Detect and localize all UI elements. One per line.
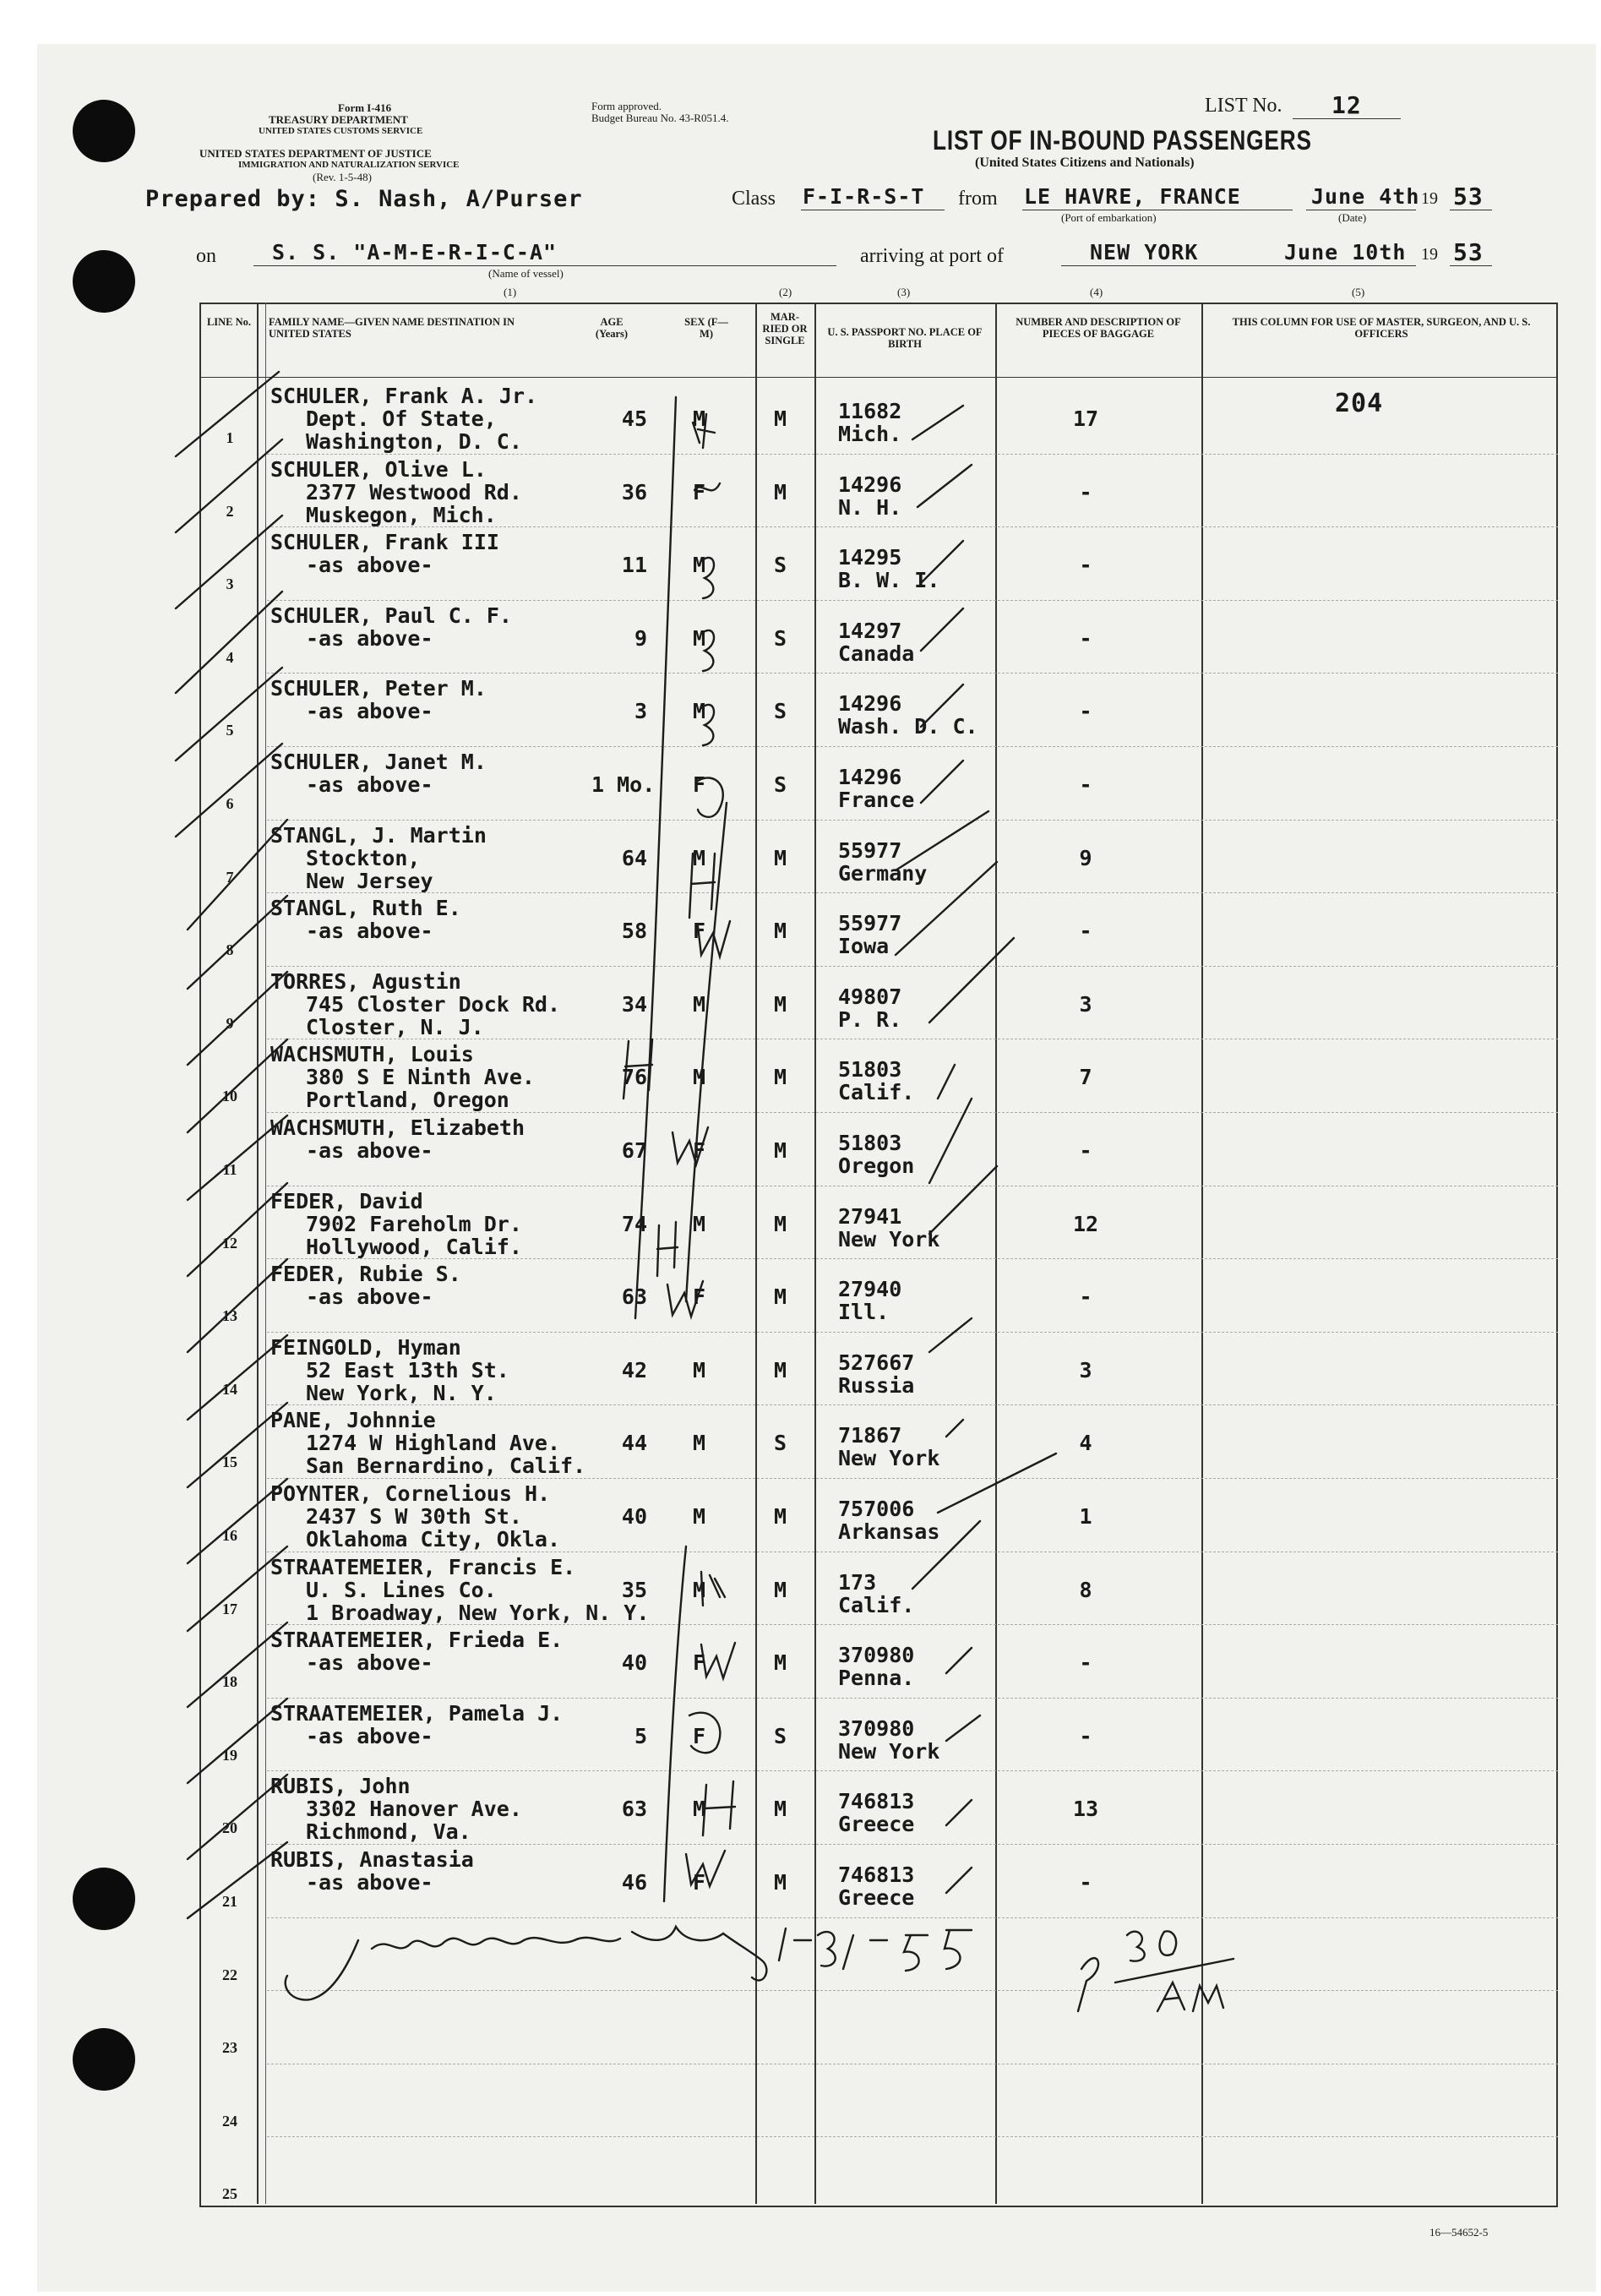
date-caption: (Date)	[1338, 211, 1367, 224]
line-number: 25	[222, 2185, 237, 2203]
destination-line-2: Portland, Oregon	[306, 1088, 509, 1113]
age: 36	[621, 479, 647, 504]
destination-line-1: -as above-	[306, 1284, 433, 1310]
line-number: 16	[222, 1527, 237, 1544]
sex: M	[693, 1577, 706, 1602]
destination-line-1: -as above-	[306, 553, 433, 578]
ins-label: IMMIGRATION AND NATURALIZATION SERVICE	[238, 160, 460, 170]
line-number: 23	[222, 2039, 237, 2057]
arrival-year: 53	[1453, 238, 1484, 266]
destination-line-1: -as above-	[306, 772, 433, 797]
year-prefix: 19	[1421, 189, 1438, 208]
sex: M	[693, 991, 706, 1017]
form-title: LIST OF IN-BOUND PASSENGERS	[933, 125, 1312, 155]
destination-line-1: -as above-	[306, 1870, 433, 1895]
baggage-count: -	[1079, 1138, 1092, 1163]
line-number: 9	[226, 1014, 234, 1032]
destination-line-1: Dept. Of State,	[306, 406, 497, 431]
marital-status: M	[774, 845, 787, 870]
passenger-name: WACHSMUTH, Louis	[270, 1042, 474, 1067]
passenger-name: TORRES, Agustin	[270, 968, 461, 994]
place-of-birth: B. W. I.	[838, 568, 940, 593]
marital-status: M	[774, 479, 787, 504]
place-of-birth: France	[838, 788, 915, 812]
age: 40	[621, 1650, 647, 1676]
sex: M	[693, 625, 706, 651]
place-of-birth: Iowa	[838, 934, 890, 959]
age: 46	[621, 1870, 647, 1895]
rev-label: (Rev. 1-5-48)	[313, 171, 372, 183]
age: 5	[634, 1723, 647, 1748]
marital-status: M	[774, 1577, 787, 1602]
passenger-name: RUBIS, Anastasia	[270, 1847, 474, 1872]
col-num-4: (4)	[1090, 286, 1103, 298]
passport-number: 746813	[838, 1789, 915, 1814]
destination-line-2: Richmond, Va.	[306, 1819, 471, 1845]
baggage-count: 9	[1079, 845, 1092, 870]
destination-line-1: -as above-	[306, 1138, 433, 1163]
sex: F	[693, 1650, 706, 1676]
place-of-birth: Greece	[838, 1812, 915, 1837]
embark-port: LE HAVRE, FRANCE	[1024, 184, 1241, 209]
arriving-label: arriving at port of	[860, 245, 1004, 267]
destination-line-2: San Bernardino, Calif.	[306, 1453, 586, 1479]
place-of-birth: Calif.	[838, 1080, 915, 1105]
list-no-label: LIST No.	[1205, 95, 1282, 117]
destination-line-2: 1 Broadway, New York, N. Y.	[306, 1600, 650, 1625]
baggage-count: -	[1079, 625, 1092, 651]
baggage-count: -	[1079, 1870, 1092, 1895]
form-approved: Form approved.	[591, 100, 662, 112]
place-of-birth: Ill.	[838, 1300, 890, 1325]
year-prefix-2: 19	[1421, 245, 1438, 264]
destination-line-1: 2437 S W 30th St.	[306, 1504, 522, 1529]
marital-status: S	[774, 772, 787, 797]
destination-line-1: 745 Closter Dock Rd.	[306, 991, 561, 1017]
destination-line-2: Closter, N. J.	[306, 1014, 484, 1039]
destination-line-1: -as above-	[306, 1650, 433, 1676]
passenger-name: PANE, Johnnie	[270, 1408, 436, 1433]
vessel-caption: (Name of vessel)	[488, 267, 564, 280]
baggage-count: -	[1079, 772, 1092, 797]
line-number: 12	[222, 1234, 237, 1252]
line-number: 22	[222, 1966, 237, 1983]
age: 58	[621, 919, 647, 944]
place-of-birth: Canada	[838, 641, 915, 666]
destination-line-1: 2377 Westwood Rd.	[306, 479, 522, 504]
line-number: 21	[222, 1893, 237, 1910]
header-name: FAMILY NAME—GIVEN NAME DESTINATION IN UNITED STATES	[269, 316, 515, 340]
passenger-name: STRAATEMEIER, Pamela J.	[270, 1700, 564, 1726]
baggage-count: 1	[1079, 1504, 1092, 1529]
vessel-name: S. S. "A-M-E-R-I-C-A"	[272, 240, 558, 265]
passenger-name: SCHULER, Janet M.	[270, 750, 487, 774]
passenger-name: FEDER, David	[270, 1188, 423, 1213]
from-label: from	[958, 188, 998, 210]
header-baggage: NUMBER AND DESCRIPTION OF PIECES OF BAGGAGE	[1016, 316, 1181, 340]
line-number: 11	[222, 1161, 237, 1178]
destination-line-1: -as above-	[306, 625, 433, 651]
sex: M	[693, 1504, 706, 1529]
arrival-port: NEW YORK	[1090, 240, 1199, 265]
sex: F	[693, 479, 706, 504]
line-number: 7	[226, 868, 234, 886]
sex: F	[693, 1870, 706, 1895]
line-number: 18	[222, 1673, 237, 1691]
baggage-count: -	[1079, 1723, 1092, 1748]
passenger-name: STANGL, J. Martin	[270, 822, 487, 848]
baggage-count: 4	[1079, 1431, 1092, 1456]
officer-note: 204	[1335, 389, 1384, 418]
destination-line-2: New Jersey	[306, 868, 433, 893]
depart-date: June 4th	[1311, 184, 1420, 209]
destination-line-1: Stockton,	[306, 845, 421, 870]
baggage-count: 17	[1072, 406, 1099, 431]
passport-number: 11682	[838, 399, 902, 423]
sex: M	[693, 1065, 706, 1090]
line-number: 14	[222, 1380, 237, 1398]
marital-status: M	[774, 1504, 787, 1529]
passenger-name: POYNTER, Cornelious H.	[270, 1481, 551, 1506]
line-number: 2	[226, 502, 234, 520]
passport-number: 27941	[838, 1203, 902, 1229]
baggage-count: -	[1079, 479, 1092, 504]
destination-line-2: Hollywood, Calif.	[306, 1234, 522, 1259]
marital-status: M	[774, 406, 787, 431]
marital-status: S	[774, 1431, 787, 1456]
baggage-count: 8	[1079, 1577, 1092, 1602]
treasury-label: TREASURY DEPARTMENT	[269, 113, 408, 126]
destination-line-2: Oklahoma City, Okla.	[306, 1527, 561, 1552]
marital-status: M	[774, 1138, 787, 1163]
destination-line-1: 3302 Hanover Ave.	[306, 1797, 522, 1822]
header-married: MAR- RIED OR SINGLE	[762, 311, 808, 346]
passenger-name: STANGL, Ruth E.	[270, 896, 461, 921]
place-of-birth: Wash. D. C.	[838, 714, 978, 739]
justice-label: UNITED STATES DEPARTMENT OF JUSTICE	[199, 147, 432, 160]
place-of-birth: Mich.	[838, 422, 902, 446]
sex: M	[693, 845, 706, 870]
age: 45	[621, 406, 647, 431]
destination-line-2: New York, N. Y.	[306, 1380, 497, 1405]
baggage-count: -	[1079, 553, 1092, 578]
col-num-1: (1)	[504, 286, 517, 298]
marital-status: S	[774, 625, 787, 651]
sex: M	[693, 1797, 706, 1822]
passport-number: 14295	[838, 545, 902, 570]
destination-line-1: 7902 Fareholm Dr.	[306, 1211, 522, 1236]
baggage-count: 12	[1072, 1211, 1099, 1236]
budget-bureau: Budget Bureau No. 43-R051.4.	[591, 112, 729, 124]
line-number: 17	[222, 1600, 237, 1617]
destination-line-2: Washington, D. C.	[306, 429, 522, 454]
age: 9	[634, 625, 647, 651]
passport-number: 51803	[838, 1131, 902, 1155]
marital-status: M	[774, 991, 787, 1017]
marital-status: M	[774, 1211, 787, 1236]
list-no: 12	[1331, 91, 1362, 119]
passenger-name: STRAATEMEIER, Francis E.	[270, 1554, 576, 1579]
age: 64	[621, 845, 647, 870]
baggage-count: 7	[1079, 1065, 1092, 1090]
sex: F	[693, 919, 706, 944]
place-of-birth: Russia	[838, 1372, 915, 1398]
place-of-birth: New York	[838, 1226, 940, 1252]
sex: F	[693, 1284, 706, 1310]
passenger-name: SCHULER, Frank A. Jr.	[270, 384, 538, 408]
class-value: F-I-R-S-T	[803, 184, 925, 209]
destination-line-1: 52 East 13th St.	[306, 1357, 509, 1383]
line-number: 10	[222, 1088, 237, 1105]
header-sex: SEX (F—M)	[684, 316, 728, 340]
place-of-birth: Calif.	[838, 1592, 915, 1617]
footer-code: 16—54652-5	[1429, 2226, 1489, 2239]
passenger-name: STRAATEMEIER, Frieda E.	[270, 1628, 564, 1653]
passport-number: 71867	[838, 1423, 902, 1448]
arrival-date: June 10th	[1284, 240, 1407, 265]
baggage-count: 3	[1079, 991, 1092, 1017]
header-officers: THIS COLUMN FOR USE OF MASTER, SURGEON, AND U. S. OFFICERS	[1232, 316, 1531, 340]
age: 67	[621, 1138, 647, 1163]
line-number: 1	[226, 429, 234, 446]
place-of-birth: N. H.	[838, 494, 902, 520]
marital-status: M	[774, 1284, 787, 1310]
passport-number: 757006	[838, 1497, 915, 1521]
passport-number: 14297	[838, 618, 902, 643]
customs-label: UNITED STATES CUSTOMS SERVICE	[259, 126, 423, 136]
port-embark-caption: (Port of embarkation)	[1061, 211, 1157, 224]
sex: M	[693, 406, 706, 431]
class-label: Class	[732, 188, 776, 210]
passenger-name: SCHULER, Peter M.	[270, 676, 487, 701]
sex: M	[693, 1357, 706, 1383]
header-passport: U. S. PASSPORT NO. PLACE OF BIRTH	[827, 326, 983, 350]
age: 74	[621, 1211, 647, 1236]
passport-number: 14296	[838, 765, 902, 789]
line-number: 6	[226, 795, 234, 812]
passport-number: 14296	[838, 472, 902, 497]
marital-status: M	[774, 1065, 787, 1090]
passenger-name: SCHULER, Paul C. F.	[270, 603, 512, 628]
destination-line-2: Muskegon, Mich.	[306, 502, 497, 527]
line-number: 5	[226, 722, 234, 739]
sex: M	[693, 1431, 706, 1456]
age: 63	[621, 1284, 647, 1310]
sex: M	[693, 699, 706, 724]
age: 1 Mo.	[591, 772, 656, 797]
marital-status: M	[774, 1357, 787, 1383]
age: 42	[621, 1357, 647, 1383]
passenger-name: RUBIS, John	[270, 1774, 411, 1799]
depart-year: 53	[1453, 183, 1484, 210]
baggage-count: 3	[1079, 1357, 1092, 1383]
passport-number: 370980	[838, 1715, 915, 1741]
line-number: 20	[222, 1819, 237, 1837]
passport-number: 527667	[838, 1350, 915, 1375]
col-num-3: (3)	[897, 286, 911, 298]
form-subtitle: (United States Citizens and Nationals)	[975, 155, 1195, 170]
baggage-count: 13	[1072, 1797, 1099, 1822]
marital-status: S	[774, 1723, 787, 1748]
destination-line-1: -as above-	[306, 1723, 433, 1748]
age: 44	[621, 1431, 647, 1456]
place-of-birth: Greece	[838, 1885, 915, 1910]
destination-line-1: -as above-	[306, 699, 433, 724]
place-of-birth: Penna.	[838, 1666, 915, 1691]
form-id: Form I-416	[338, 101, 392, 114]
marital-status: M	[774, 1870, 787, 1895]
destination-line-1: 380 S E Ninth Ave.	[306, 1065, 535, 1090]
age: 3	[634, 699, 647, 724]
baggage-count: -	[1079, 1650, 1092, 1676]
age: 63	[621, 1797, 647, 1822]
sex: M	[693, 553, 706, 578]
destination-line-1: U. S. Lines Co.	[306, 1577, 497, 1602]
age: 40	[621, 1504, 647, 1529]
marital-status: M	[774, 919, 787, 944]
passenger-name: SCHULER, Olive L.	[270, 456, 487, 482]
passport-number: 14296	[838, 691, 902, 717]
line-number: 3	[226, 575, 234, 593]
passport-number: 370980	[838, 1643, 915, 1668]
header-age: AGE (Years)	[595, 316, 629, 340]
passport-number: 173	[838, 1569, 877, 1595]
passport-number: 55977	[838, 837, 902, 863]
passport-number: 55977	[838, 911, 902, 936]
place-of-birth: P. R.	[838, 1006, 902, 1032]
place-of-birth: New York	[838, 1738, 940, 1764]
passenger-name: FEDER, Rubie S.	[270, 1262, 461, 1287]
age: 76	[621, 1065, 647, 1090]
line-number: 15	[222, 1453, 237, 1471]
header-line-no: LINE No.	[206, 316, 252, 328]
passenger-name: SCHULER, Frank III	[270, 530, 499, 555]
passport-number: 746813	[838, 1862, 915, 1887]
sex: F	[693, 1723, 706, 1748]
passport-number: 49807	[838, 984, 902, 1009]
age: 34	[621, 991, 647, 1017]
line-number: 13	[222, 1307, 237, 1325]
baggage-count: -	[1079, 1284, 1092, 1310]
marital-status: S	[774, 699, 787, 724]
sex: F	[693, 772, 706, 797]
baggage-count: -	[1079, 919, 1092, 944]
marital-status: M	[774, 1797, 787, 1822]
marital-status: S	[774, 553, 787, 578]
col-num-2: (2)	[779, 286, 792, 298]
place-of-birth: New York	[838, 1446, 940, 1471]
on-label: on	[196, 245, 216, 267]
line-number: 19	[222, 1746, 237, 1764]
age: 35	[621, 1577, 647, 1602]
age: 11	[621, 553, 647, 578]
passenger-name: WACHSMUTH, Elizabeth	[270, 1115, 525, 1140]
sex: M	[693, 1211, 706, 1236]
baggage-count: -	[1079, 699, 1092, 724]
passport-number: 51803	[838, 1057, 902, 1083]
line-number: 4	[226, 648, 234, 666]
col-num-5: (5)	[1352, 286, 1365, 298]
passport-number: 27940	[838, 1277, 902, 1302]
destination-line-1: 1274 W Highland Ave.	[306, 1431, 561, 1456]
place-of-birth: Germany	[838, 860, 928, 886]
sex: F	[693, 1138, 706, 1163]
place-of-birth: Oregon	[838, 1153, 915, 1178]
place-of-birth: Arkansas	[838, 1519, 940, 1544]
line-number: 8	[226, 941, 234, 959]
destination-line-1: -as above-	[306, 919, 433, 944]
passenger-name: FEINGOLD, Hyman	[270, 1334, 461, 1360]
prepared-by: Prepared by: S. Nash, A/Purser	[145, 186, 583, 212]
marital-status: M	[774, 1650, 787, 1676]
line-number: 24	[222, 2112, 237, 2130]
